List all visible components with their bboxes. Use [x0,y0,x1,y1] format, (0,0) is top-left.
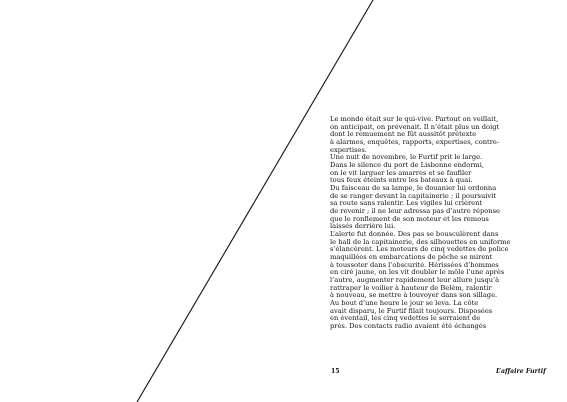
text-line: Dans le silence du port de Lisbonne endormi, [330,161,485,170]
running-title: L’affaire Furtif [496,368,546,375]
text-line: près. Des contacts radio avaient été échangés [330,322,487,331]
text-line: à toussoter dans l’obscurité. Hérissées d’hommes [330,260,499,269]
text-line: laissés derrière lui. [330,222,396,231]
text-line: expertises. [330,145,367,154]
text-line: on le vit larguer les amarres et se faufiler [330,168,472,177]
text-line: Du faisceau de sa lampe, le douanier lui ordonna [330,184,497,193]
text-line: de se ranger devant la capitainerie ; il poursuivit [330,191,497,200]
page-number: 15 [331,368,340,375]
text-line: à alarmes, enquêtes, rapports, expertises, contre- [330,138,500,147]
text-line: on anticipait, on prévenait. Il n’était plus un doigt [330,122,500,131]
text-line: en ciré jaune, on les vit doubler le môle l’une après [330,268,505,277]
text-line: Le monde était sur le qui-vive. Partout on veillait, [330,115,499,123]
text-line: le hall de la capitainerie, des silhouettes en uniforme [330,237,511,246]
text-line: de revenir ; il ne leur adressa pas d’autre réponse [330,207,500,216]
text-line: que le ronflement de son moteur et les remous [330,214,489,223]
text-line: Une nuit de novembre, le Furtif prit le large. [330,153,483,162]
text-line: l’autre, augmenter rapidement leur allure jusqu’à [330,276,500,285]
text-line: L’alerte fut donnée. Des pas se bousculèrent dans [330,230,499,239]
text-line: en éventail, les cinq vedettes le serraient de [330,314,481,323]
text-line: rattraper le voilier à hauteur de Belém, ralentir [330,283,492,292]
text-line: dont le remuement ne fût aussitôt prétexte [330,130,477,139]
text-line: Au bout d’une heure le jour se leva. La côte [330,299,479,308]
text-line: avait disparu, le Furtif filait toujours. Disposées [330,306,493,315]
text-line: à nouveau, se mettre à louvoyer dans son sillage. [330,291,498,300]
text-line: s’élancèrent. Les moteurs de cinq vedettes de police [330,245,509,254]
text-line: sa route sans ralentir. Les vigiles lui crièrent [330,199,483,208]
body-text [330,116,530,331]
text-line: maquillées en embarcations de pêche se mirent [330,253,493,262]
text-line: tous feux éteints entre les bateaux à quai. [330,176,473,185]
